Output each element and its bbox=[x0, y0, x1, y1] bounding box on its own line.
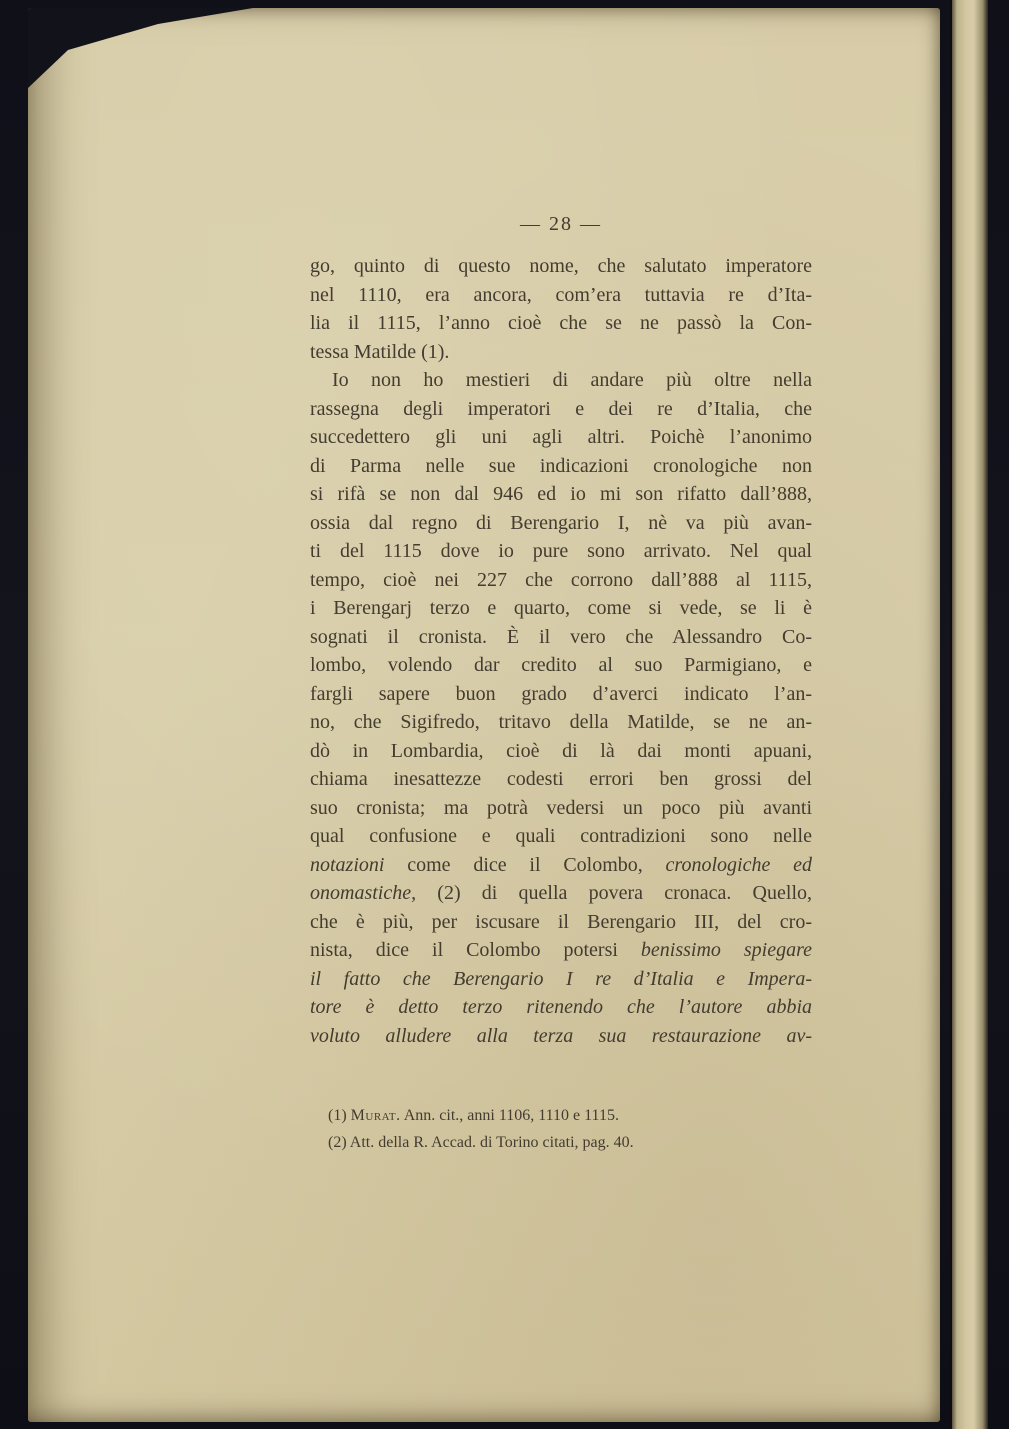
text-line bbox=[310, 651, 812, 680]
page-content bbox=[310, 213, 812, 1156]
text-line bbox=[310, 822, 812, 851]
text-segment: fargli sapere buon grado d’averci indicato l’an- bbox=[310, 682, 812, 705]
text-line bbox=[310, 338, 812, 367]
book-page bbox=[28, 8, 940, 1422]
text-segment: che è più, per iscusare il Berengario III, del cro- bbox=[310, 910, 812, 933]
text-line bbox=[310, 908, 812, 937]
text-segment: tessa Matilde (1). bbox=[310, 340, 450, 363]
text-line bbox=[310, 309, 812, 338]
text-segment: nista, dice il Colombo potersi bbox=[310, 939, 641, 961]
text-segment: chiama inesattezze codesti errori ben grossi del bbox=[310, 768, 812, 790]
text-line bbox=[310, 1022, 812, 1051]
text-segment: lia il 1115, l’anno cioè che se ne passò la Con- bbox=[310, 312, 812, 334]
text-line bbox=[310, 594, 812, 623]
italic-text: cronologiche ed bbox=[665, 853, 812, 876]
text-segment: i Berengarj terzo e quarto, come si vede, se li è bbox=[310, 597, 812, 619]
text-segment: (2) di quella povera cronaca. Quello, bbox=[416, 882, 812, 904]
italic-text: tore è detto terzo ritenendo che l’autore abbia bbox=[310, 996, 812, 1018]
footnotes bbox=[310, 1102, 812, 1156]
footnote-line bbox=[328, 1129, 812, 1156]
text-segment: ti del 1115 dove io pure sono arrivato. Nel qual bbox=[310, 540, 812, 562]
text-line bbox=[310, 708, 812, 737]
italic-text: il fatto che Berengario I re d’Italia e Impera- bbox=[310, 967, 812, 990]
text-line bbox=[310, 623, 812, 652]
text-segment: succedettero gli uni agli altri. Poichè l’anonimo bbox=[310, 426, 812, 448]
text-line bbox=[310, 480, 812, 509]
text-line bbox=[310, 737, 812, 766]
text-line bbox=[310, 423, 812, 452]
text-line bbox=[310, 794, 812, 823]
text-line bbox=[310, 765, 812, 794]
facing-page-edge bbox=[950, 0, 988, 1429]
text-line bbox=[310, 452, 812, 481]
text-line bbox=[310, 281, 812, 310]
text-segment: rassegna degli imperatori e dei re d’Italia, che bbox=[310, 397, 812, 420]
paragraph bbox=[310, 252, 812, 366]
text-line bbox=[310, 395, 812, 424]
text-line bbox=[310, 566, 812, 595]
text-segment: sognati il cronista. È il vero che Alessandro Co- bbox=[310, 625, 812, 648]
footnote-line bbox=[328, 1102, 812, 1129]
italic-text: benissimo spiegare bbox=[640, 939, 812, 961]
text-segment: go, quinto di questo nome, che salutato imperatore bbox=[310, 255, 812, 277]
text-line bbox=[310, 680, 812, 709]
text-segment: qual confusione e quali contradizioni sono nelle bbox=[310, 825, 812, 847]
text-segment: come dice il Colombo, bbox=[384, 853, 666, 876]
text-line bbox=[310, 509, 812, 538]
text-segment: Ann. cit., anni 1106, 1110 e 1115. bbox=[400, 1107, 619, 1124]
text-line bbox=[310, 879, 812, 908]
text-line bbox=[310, 851, 812, 880]
text-line bbox=[310, 993, 812, 1022]
italic-text: onomastiche, bbox=[310, 882, 417, 904]
text-segment: (2) Att. della R. Accad. di Torino citati, pag. 40. bbox=[328, 1134, 634, 1151]
page-number: — 28 — bbox=[520, 213, 602, 235]
smallcaps-text: Murat. bbox=[350, 1107, 401, 1124]
text-line bbox=[310, 366, 812, 395]
text-segment: lombo, volendo dar credito al suo Parmigiano, e bbox=[310, 654, 812, 676]
text-line bbox=[310, 537, 812, 566]
italic-text: voluto alludere alla terza sua restaurazione av- bbox=[310, 1024, 812, 1047]
text-segment: no, che Sigifredo, tritavo della Matilde, se ne an- bbox=[310, 711, 812, 733]
text-segment: suo cronista; ma potrà vedersi un poco più avanti bbox=[310, 796, 812, 819]
page-corner-shadow bbox=[28, 8, 268, 103]
body-text bbox=[310, 252, 812, 1050]
text-line bbox=[310, 252, 812, 281]
text-segment: tempo, cioè nei 227 che corrono dall’888 al 1115, bbox=[310, 568, 812, 591]
paragraph bbox=[310, 366, 812, 1050]
text-segment: (1) bbox=[328, 1107, 351, 1124]
text-segment: ossia dal regno di Berengario I, nè va più avan- bbox=[310, 511, 812, 534]
text-line bbox=[310, 936, 812, 965]
text-segment: di Parma nelle sue indicazioni cronologiche non bbox=[310, 454, 812, 477]
text-segment: dò in Lombardia, cioè di là dai monti apuani, bbox=[310, 739, 812, 762]
text-segment: nel 1110, era ancora, com’era tuttavia re d’Ita- bbox=[310, 283, 812, 306]
text-line bbox=[310, 965, 812, 994]
italic-text: notazioni bbox=[310, 853, 385, 876]
text-segment: si rifà se non dal 946 ed io mi son rifatto dall’888, bbox=[310, 483, 812, 505]
text-segment: Io non ho mestieri di andare più oltre nella bbox=[332, 369, 812, 391]
